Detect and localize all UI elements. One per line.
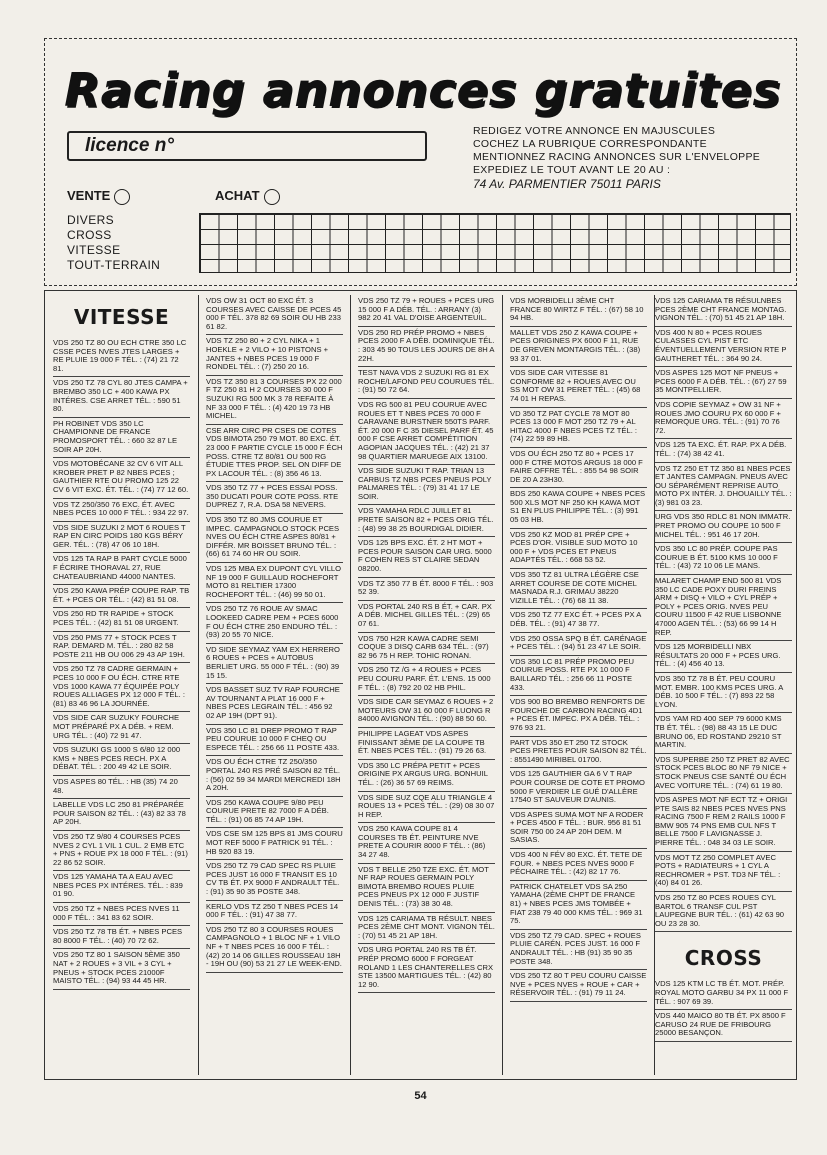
ad-column-2 <box>204 295 345 1075</box>
classified-ad: VDS 125 TA RAP B PART CYCLE 5000 F ÉCRIRE THORAVAL 27, RUE CHATEAUBRIAND 44000 NANTES. <box>53 553 190 585</box>
classified-ad: VDS 250 TZ + NBES PCES NVES 11 000 F TÉL. : 341 83 62 SOIR. <box>53 903 190 926</box>
page-number: 54 <box>414 1090 427 1102</box>
vente-radio[interactable] <box>114 189 130 205</box>
classified-ad: VDS 250 TZ 76 ROUE AV SMAC LOOKEED CADRE PEM + PCES 6000 F OU ÉCH CTRE 250 ENDURO TÉL. : (93) 20 55 70 NICE. <box>206 603 343 643</box>
section-heading-vitesse: VITESSE <box>73 305 170 329</box>
classified-ad: VDS 125 BPS EXC. ÉT. 2 HT MOT + PCES POUR SAISON CAR URG. 5000 F COHEN RES ST CLAIRE SEDAN 08200. <box>358 537 495 577</box>
classified-ad: VDS 350 TZ 80 JMS COURUE ET IMPEC. CAMPAGNOLO STOCK PCES NVES OU ÉCH CTRE ASPES 80/81 + DIFFÉR. MR BOISSET BRUNO TÉL. : (66) 61 74 60 HR OU SOIR. <box>206 514 343 563</box>
classified-ad: VDS 125 TA EXC. ÉT. RAP. PX A DÉB. TÉL. : (74) 38 42 41. <box>655 439 792 462</box>
classified-ad: VDS TZ 350 77 B ÉT. 8000 F TÉL. : 903 52 39. <box>358 578 495 601</box>
classified-ad: PH ROBINET VDS 350 LC CHAMPIONNE DE FRANCE PROMOSPORT TÉL. : 660 32 87 LE SOIR AP 20H. <box>53 418 190 458</box>
classified-ad: VDS ASPES MOT NF ECT TZ + ORIGI PTE SAIS 82 NBES PCES NVES PNS RACING 7500 F REM 2 RAILS 1000 F BMW 905 74 PNS EMB CUL NFS T BELLE 7500 F LAVIGNASSE J. PIERRE TÉL. : 048 34 03 LE SOIR. <box>655 794 792 852</box>
rubrique-tout-terrain[interactable]: TOUT-TERRAIN <box>67 258 161 272</box>
classified-ad: VDS 350 TZ 81 ULTRA LÉGÈRE CSE ARRET COURSE DE COTE MICHEL MASNADA R.J. GRIMAU 38220 VIZILLE TÉL. : (76) 68 11 38. <box>510 569 647 609</box>
ad-column-4 <box>508 295 649 1075</box>
classified-ad: VDS MORBIDELLI 3ÈME CHT FRANCE 80 WIRTZ F TÉL. : (67) 58 10 94 HB. <box>510 295 647 327</box>
instruction-line: MENTIONNEZ RACING ANNONCES SUR L'ENVELOPPE <box>473 151 761 163</box>
classified-ad: VDS ASPES 125 MOT NF PNEUS + PCES 6000 F A DÉB. TÉL. : (67) 27 59 35 MONTPELLIER. <box>655 367 792 399</box>
achat-option[interactable] <box>215 187 280 205</box>
rubrique-list <box>67 213 160 273</box>
classified-ad: VDS 750 H2R KAWA CADRE SEMI COQUE 3 DISQ CARB 634 TÉL. : (97) 82 96 75 H REP. TOHIC RONAN. <box>358 633 495 665</box>
classified-ad: VDS CSE SM 125 BPS 81 JMS COURU MOT REF 5000 F PATRICK 91 TÉL. : HB 920 83 19. <box>206 828 343 860</box>
classified-ad: VDS 250 TZ 80 PCES ROUES CYL BARTOL 6 TRANSF CUL PST LAUPEGNE BUR TÉL. : (61) 42 63 90 OU 23 28 30. <box>655 892 792 932</box>
ad-column-3 <box>356 295 497 1075</box>
instruction-line: COCHEZ LA RUBRIQUE CORRESPONDANTE <box>473 138 707 150</box>
classified-ad: VDS 250 KZ MOD 81 PRÉP CPE + PCES D'OR. VISIBLE SUD MOTO 10 000 F + VDS PCES ET PNEUS ADAPTÉS TÉL. : 668 53 52. <box>510 529 647 569</box>
classified-ad: VDS 350 LC 81 PRÉP PROMO PEU COURUE POSS. RTE PX 10 000 F BAILLARD TÉL. : 256 66 11 POSTE 433. <box>510 656 647 696</box>
ad-form-page <box>44 38 797 1118</box>
classified-ad: VDS 250 TZ /G + 4 ROUES + PCES PEU COURU PARF. ÉT. L'ENS. 15 000 F TÉL. : (8) 792 20 02 HB PHIL. <box>358 664 495 696</box>
classified-ad: VDS 125 MBA EX DUPONT CYL VILLO NF 19 000 F GUILLAUD ROCHEFORT MOTO 81 RELTIER 17300 ROCHEFORT TÉL. : (46) 99 50 01. <box>206 563 343 603</box>
classified-ad: PATRICK CHATELET VDS SA 250 YAMAHA (2ÈME CHPT DE FRANCE 81) + NBES PCES JMS TOMBÉE + FIAT 238 79 40 000 KMS TÉL. : 969 31 75. <box>510 881 647 930</box>
classified-ad: VDS BASSET SUZ TV RAP FOURCHE AV TOURNANT A PLAT 16 000 F + NBES PCES LEGRAIN TÉL. : 456 92 02 AP 19H (DPT 91). <box>206 684 343 724</box>
classified-ad: VDS 125 GAUTHIER GA 6 V T RAP POUR COURSE DE COTE ET PROMO 5000 F VERDIER LE GUÉ D'ALLÈRE 17540 ST SAUVEUR D'AUNIS. <box>510 768 647 808</box>
page-title: Racing annonces gratuites <box>64 63 781 117</box>
classified-ad: VDS 250 TZ 77 EXC ÉT. + PCES PX A DÉB. TÉL. : (91) 47 38 77. <box>510 609 647 632</box>
classified-ad: VDS 350 LC PRÉPA PETIT + PCES ORIGINE PX ARGUS URG. BONHUIL TÉL. : (26) 36 57 69 REIMS. <box>358 760 495 792</box>
instruction-line: EXPEDIEZ LE TOUT AVANT LE 20 AU : <box>473 164 671 176</box>
classified-ad: VDS 350 LC 80 PRÉP. COUPE PAS COURUE B ÉT. 5100 KMS 10 000 F TÉL. : (43) 72 10 06 LE MANS. <box>655 543 792 575</box>
classified-ad: VDS COPIE SEYMAZ + OW 31 NF + ROUES JMO COURU PX 60 000 F + REMORQUE URG. TÉL. : (91) 70 76 72. <box>655 399 792 439</box>
mailing-address: 74 Av. PARMENTIER 75011 PARIS <box>473 177 661 191</box>
classified-ad: VDS 250 TZ 80 3 COURSES ROUES CAMPAGNOLO + 1 BLOC NF + 1 VILO NF + T NBES PCES 16 000 F TÉL. : (42) 20 14 06 GILLES ROUSSEAU 18H - 19H OU (90) 53 21 27 LE WEEK-END. <box>206 924 343 973</box>
classified-ad: VDS 250 TZ 9/80 4 COURSES PCES NVES 2 CYL 1 VIL 1 CUL. 2 EMB ETC + PNS + ROUE PX 18 000 F TÉL. : (91) 22 86 52 SOIR. <box>53 831 190 871</box>
ad-column-1 <box>51 295 192 1075</box>
classified-ad: VDS 250 TZ 80 1 SAISON 5ÈME 350 NAT + 2 ROUES + 3 VIL + 3 CYL + PNEUS + STOCK PCES 21000F MAISTO TÉL. : (94) 93 44 45 HR. <box>53 949 190 989</box>
classified-ad: CSE ARR CIRC PR CSES DE COTES VDS BIMOTA 250 79 MOT. 80 EXC. ÉT. 23 000 F PARTIE CYCLE 15 000 F ÉCH POSS. CTRE TZ 80/81 OU 500 RG ÉTUDIE TTES PROP. SEL ON DIFF DE PX LACOUR TÉL. : (8) 356 46 13. <box>206 425 343 483</box>
classified-ad: VDS 250 TZ 78 CYL 80 JTES CAMPA + BREMBO 350 LC + 400 KAWA PX INTÉRES. CSE ARRET TÉL. : 590 51 80. <box>53 377 190 417</box>
section-heading-cross: CROSS <box>684 946 763 971</box>
classified-ad: MALARET CHAMP END 500 81 VDS 350 LC CADE POXY DURI FREINS ARM + DISQ + VILO + CYL PRÉP + POLY + PCES ORIG. NVES PEU COURU 11500 F 42 RUE LISBONNE 47000 AGEN TÉL. : (53) 66 99 14 H REP. <box>655 575 792 641</box>
classified-ad: VDS 125 YAMAHA TA A EAU AVEC NBES PCES PX INTÉRES. TÉL. : 839 01 90. <box>53 871 190 903</box>
classified-ad: VDS SIDE SUZ CQE ALU TRIANGLE 4 ROUES 13 + PCES TÉL. : (29) 08 30 07 H REP. <box>358 792 495 824</box>
classified-ad: VDS 350 TZ 77 + PCES ESSAI POSS. 350 DUCATI POUR COTE POSS. RTE DUPREZ 7, R.A. DSA 58 NEVERS. <box>206 482 343 514</box>
classified-ad: VDS 125 KTM LC TB ÉT. MOT. PRÉP. ROYAL MOTO GARBU 34 PX 11 000 F TÉL. : 907 69 39. <box>655 978 792 1010</box>
classified-ad: VDS SIDE SUZUKI 2 MOT 6 ROUES T RAP EN CIRC POIDS 180 KGS BÉRY GER. TÉL. : (78) 47 06 10 18H. <box>53 522 190 554</box>
classified-ad: VDS SUPERBE 250 TZ PRET 82 AVEC STOCK PCES BLOC 80 NF 79 NICE + STOCK PNEUS CSE SANTÉ OU ÉCH AVEC VOITURE TÉL. : (74) 61 19 80. <box>655 754 792 794</box>
classified-ad: VDS 440 MAICO 80 TB ÉT. PX 8500 F CARUSO 24 RUE DE FRIBOURG 25000 BESANÇON. <box>655 1010 792 1042</box>
classified-ad: VDS 250 TZ 80 T PEU COURU CAISSE NVE + PCES NVES + ROUE + CAR + RÉSERVOIR TÉL. : (91) 79 11 24. <box>510 970 647 1002</box>
licence-field[interactable]: licence n° <box>67 131 427 161</box>
classified-ad: VDS SIDE CAR SUZUKY FOURCHE MOT PRÉPARÉ PX A DÉB. + REM. URG TÉL. : (40) 72 91 47. <box>53 712 190 744</box>
classified-ad: VDS TZ 250/350 76 EXC. ÉT. AVEC NBES PCES 10 000 F TÉL. : 934 22 97. <box>53 499 190 522</box>
classified-ad: URG VDS 350 RDLC 81 NON IMMATR. PRET PROMO OU COUPE 10 500 F MICHEL TÉL. : 951 46 17 20H. <box>655 511 792 543</box>
classified-ad: VDS URG PORTAL 240 RS TB ÉT. PRÉP PROMO 6000 F FORGEAT ROLAND 1 LES CHANTERELLES CRX STE 13500 MARTIGUES TÉL. : (42) 80 12 90. <box>358 944 495 993</box>
classified-ad: VDS SUZUKI GS 1000 S 6/80 12 000 KMS + NBES PCES RECH. PX A DÉBAT. TÉL. : 200 49 42 LE SOIR. <box>53 744 190 776</box>
classified-ad: VDS MOTOBÉCANE 32 CV 6 VIT ALL KROBER PRET P 82 NBES PCES ; GAUTHIER RTE OU PROMO 125 22 CV 6 VIT EXC. ÉT. TÉL. : (74) 77 12 60. <box>53 458 190 498</box>
classified-ad: VDS T BELLE 250 TZE EXC. ÉT. MOT NF RAP ROUES GERMAIN POLY BIMOTA BREMBO ROUES PLUIE PCES PNEUS PX 12 000 F JUSTIF DENIS TÉL. : (73) 38 30 48. <box>358 864 495 913</box>
column-divider <box>502 295 503 1075</box>
achat-radio[interactable] <box>264 189 280 205</box>
classified-ad: VDS SIDE SUZUKI T RAP. TRIAN 13 CARBUS TZ NBS PCES PNEUS POLY PALMARES TÉL. : (79) 31 41 17 LE SOIR. <box>358 465 495 505</box>
classified-ad: VDS RG 500 81 PEU COURUE AVEC ROUES ET T NBES PCES 70 000 F CARAVANE BURSTNER 550TS PARF. ÉT. 20 000 F C 35 DIESEL PARF ÉT. 45 000 F CSE ARRET COMPÉTITION AGOPIAN JACQUES TÉL. : (42) 21 37 98 QUARTIER MARUEGE AIX 13100. <box>358 399 495 465</box>
classified-ad: VDS 250 TZ 78 TB ÉT. + NBES PCES 80 8000 F TÉL. : (40) 70 72 62. <box>53 926 190 949</box>
column-divider <box>350 295 351 1075</box>
classified-ad: PART VDS 350 ET 250 TZ STOCK PCES PRETES POUR SAISON 82 TÉL. : 8551490 MIRIBEL 01700. <box>510 737 647 769</box>
instructions <box>473 125 793 177</box>
classified-ad: VDS SIDE CAR SEYMAZ 6 ROUES + 2 MOTEURS OW 31 60 000 F LUONG R 84000 AVIGNON TÉL. : (90) 88 50 60. <box>358 696 495 728</box>
ad-column-5 <box>653 295 794 1075</box>
classified-ad: VDS OU ÉCH 250 TZ 80 + PCES 17 000 F CTRE MOTOS ARGUS 18 000 F FAIRE OFFRE TÉL. : 855 54 98 SOIR DE 20 A 23H30. <box>510 448 647 488</box>
classified-ad: VDS 250 KAWA COUPE 9/80 PEU COURUE PRETE 82 7000 F A DÉB. TÉL. : (91) 06 85 74 AP 19H. <box>206 797 343 829</box>
classified-ad: VDS 250 KAWA PRÉP COUPE RAP. TB ÉT. + PCES OR TÉL. : (42) 81 51 08. <box>53 585 190 608</box>
classifieds-area <box>44 290 797 1080</box>
classified-ad: VDS TZ 250 80 + 2 CYL NIKA + 1 HOEKLE + 2 VILO + 10 PISTONS + JANTES + NBES PCES 19 000 F RONDEL TÉL. : (7) 250 20 16. <box>206 335 343 375</box>
classified-ad: VDS YAM RD 400 SEP 79 6000 KMS TB ÉT. TÉL. : (98) 88 43 15 LE DUC BRUNO 06, ED ROSTAND 29210 ST MARTIN. <box>655 713 792 753</box>
classified-ad: VDS YAMAHA RDLC JUILLET 81 PRETE SAISON 82 + PCES ORIG TÉL. : (48) 99 38 25 BOURDIGAL DIDIER. <box>358 505 495 537</box>
rubrique-vitesse[interactable]: VITESSE <box>67 243 121 257</box>
classified-ad: VDS 125 CARIAMA TB RÉSULT. NBES PCES 2ÈME CHT MONT. VIGNON TÉL. : (70) 51 45 21 AP 18H. <box>358 913 495 945</box>
classified-ad: VDS 400 N 80 + PCES ROUES CULASSES CYL PIST ETC ÉVENTUELLEMENT VERSION RTE P GAUTHERET TÉL. : 364 90 24. <box>655 327 792 367</box>
classified-ad: KERLO VDS TZ 250 T NBES PCES 14 000 F TÉL. : (91) 47 38 77. <box>206 901 343 924</box>
classified-ad: VDS ASPES 80 TÉL. : HB (35) 74 20 48. <box>53 776 190 799</box>
classified-ad: PHILIPPE LAGEAT VDS ASPES FINISSANT 3ÈME DE LA COUPE TB ÉT. NBES PCES TÉL. : (91) 79 26 63. <box>358 728 495 760</box>
classified-ad: VDS ASPES SUMA MOT NF A RODER + PCES 4500 F TÉL. : BUR. 956 81 51 SOIR 750 00 24 AP 20H DEM. M SASIAS. <box>510 809 647 849</box>
classified-ad: VDS 350 LC 81 DREP PROMO T RAP PEU COURUE 10 000 F CHEQ OU ESPECE TÉL. : 256 66 11 POSTE 433. <box>206 725 343 757</box>
letter-grid[interactable] <box>199 213 791 273</box>
vente-option[interactable] <box>67 187 130 205</box>
classified-ad: LABELLE VDS LC 250 81 PRÉPARÉE POUR SAISON 82 TÉL. : (43) 82 33 78 AP 20H. <box>53 799 190 831</box>
achat-label: ACHAT <box>215 188 260 203</box>
rubrique-divers[interactable]: DIVERS <box>67 213 115 227</box>
classified-ad: VDS 900 BO BREMBO RENFORTS DE FOURCHE DE CARBON RACING 4D1 + PCES ÉT. IMPEC. PX A DÉB. TÉL. : 976 93 21. <box>510 696 647 736</box>
classified-ad: VDS 250 TZ 79 CAD. SPEC + ROUES PLUIE CARÉN. PCES JUST. 16 000 F ANDRAULT TÉL. : HB (91) 35 90 35 POSTE 348. <box>510 930 647 970</box>
classified-ad: VDS 250 TZ 79 + ROUES + PCES URG 15 000 F A DÉB. TÉL. : ARRANY (3) 982 20 41 VAL D'OISE ARGENTEUIL. <box>358 295 495 327</box>
classified-ad: VDS OU ÉCH CTRE TZ 250/350 PORTAL 240 RS PRÉ SAISON 82 TÉL. : (56) 02 59 34 MARDI MERCREDI 18H A 20H. <box>206 756 343 796</box>
classified-ad: VDS 250 TZ 78 CADRE GERMAIN + PCES 10 000 F OU ÉCH. CTRE RTE VDS 1000 KAWA 77 ÉQUIPÉE POLY ROUES ALLIAGES PX 12 000 F TÉL. : (81) 83 46 96 LA JOURNÉE. <box>53 663 190 712</box>
classified-ad: VDS MOT TZ 250 COMPLET AVEC POTS + RADIATEURS + 1 CYL A RECHROMER + PST. TD3 NF TÉL. : (40) 84 01 26. <box>655 852 792 892</box>
classified-ad: VD SIDE SEYMAZ YAM EX HERRERO 6 ROUES + PCES + AUTOBUS BERLIET URG. 55 000 F TÉL. : (90) 39 15 15. <box>206 644 343 684</box>
instruction-line: REDIGEZ VOTRE ANNONCE EN MAJUSCULES <box>473 125 716 137</box>
classified-ad: VDS OW 31 OCT 80 EXC ÉT. 3 COURSES AVEC CAISSE DE PCES 45 000 F TÉL. 378 82 69 SOIR OU HB 233 61 82. <box>206 295 343 335</box>
classified-ad: VDS 250 PMS 77 + STOCK PCES T RAP. DEMARD M. TÉL. : 280 82 58 POSTE 211 HB OU 006 29 43 AP 19H. <box>53 632 190 664</box>
classified-ad: VDS 250 TZ 80 OU ECH CTRE 350 LC CSSE PCES NVES JTES LARGES + RE PLUIE 19 000 F TÉL. : (74) 21 72 81. <box>53 337 190 377</box>
classified-ad: VDS 125 CARIAMA TB RÉSULNBES PCES 2ÈME CHT FRANCE MONTAG. VIGNON TÉL. : (70) 51 45 21 AP 18H. <box>655 295 792 327</box>
classified-ad: VDS TZ 350 81 3 COURSES PX 22 000 F TZ 250 81 H 2 COURSES 30 000 F SUZUKI RG 500 MK 3 78 REFAITE À NF 33 000 F TÉL. : (4) 420 19 73 HB MICHEL. <box>206 376 343 425</box>
column-divider <box>198 295 199 1075</box>
classified-ad: VD 350 TZ PAT CYCLE 78 MOT 80 PCES 13 000 F MOT 250 TZ 79 + AL HITAC 4000 F NBES PCES TZ TÉL. : (74) 22 59 89 HB. <box>510 408 647 448</box>
classified-ad: TEST NAVA VDS 2 SUZUKI RG 81 EX ROCHE/LAFOND PEU COURUES TÉL. : (91) 50 72 64. <box>358 367 495 399</box>
classified-ad: VDS 125 MORBIDELLI NBX RÉSULTATS 20 000 F + PCES URG. TÉL. : (4) 456 40 13. <box>655 641 792 673</box>
rubrique-cross[interactable]: CROSS <box>67 228 112 242</box>
classified-ad: VDS 350 TZ 78 B ÉT. PEU COURU MOT. EMBR. 100 KMS PCES URG. A DÉB. 10 500 F TÉL. : (7) 893 22 58 LYON. <box>655 673 792 713</box>
classified-ad: VDS 250 OSSA SPQ B ÉT. CARÉNAGE + PCES TÉL. : (94) 51 23 47 LE SOIR. <box>510 633 647 656</box>
vente-label: VENTE <box>67 188 111 203</box>
classified-ad: VDS PORTAL 240 RS B ÉT. + CAR. PX A DÉB. MICHEL GILLES TÉL. : (29) 65 07 61. <box>358 601 495 633</box>
classified-ad: MALLET VDS 250 Z KAWA COUPE + PCES ORIGINES PX 6000 F 11, RUE DE GREVEN MONTARGIS TÉL. : (38) 93 37 01. <box>510 327 647 367</box>
classified-ad: VDS TZ 250 ET TZ 350 81 NBES PCES ET JANTES CAMPAGN. PNEUS AVEC OU SÉPARÉMENT REPRISE AUTO MOTO PX INTÉR. J. DHOUAILLY TÉL. : (3) 981 03 23. <box>655 463 792 512</box>
classified-ad: VDS SIDE CAR VITESSE 81 CONFORME 82 + ROUES AVEC OU SS MOT OW 31 PERET TÉL. : (45) 68 74 01 H REPAS. <box>510 367 647 407</box>
classified-ad: VDS 250 TZ 79 CAD SPEC RS PLUIE PCES JUST 16 000 F TRANSIT ES 10 CV TB ÉT. PX 9000 F ANDRAULT TÉL. : (91) 35 90 35 POSTE 348. <box>206 860 343 900</box>
classified-ad: VDS 250 RD TR RAPIDE + STOCK PCES TÉL. : (42) 81 51 08 URGENT. <box>53 608 190 631</box>
classified-ad: VDS 250 RD PRÉP PROMO + NBES PCES 2000 F A DÉB. DOMINIQUE TÉL. : 303 45 90 TOUS LES JOURS DE 8H A 22H. <box>358 327 495 367</box>
classified-ad: VDS 250 KAWA COUPE 81 4 COURSES TB ÉT. PEINTURE NVE PRETE A COURIR 8000 F TÉL. : (86) 34 27 48. <box>358 823 495 863</box>
classified-ad: BDS 250 KAWA COUPE + NBES PCES 500 XLS MOT NF 250 KH KAWA MOT S1 EN PLUS PHILIPPE TÉL. : (3) 991 05 03 HB. <box>510 488 647 528</box>
coupon-box <box>44 38 797 286</box>
classified-ad: VDS 400 N FÉV 80 EXC. ÉT. TETE DE FOUR. + NBES PCES NVES 9000 F PÉCHAIRE TÉL. : (42) 82 17 76. <box>510 849 647 881</box>
